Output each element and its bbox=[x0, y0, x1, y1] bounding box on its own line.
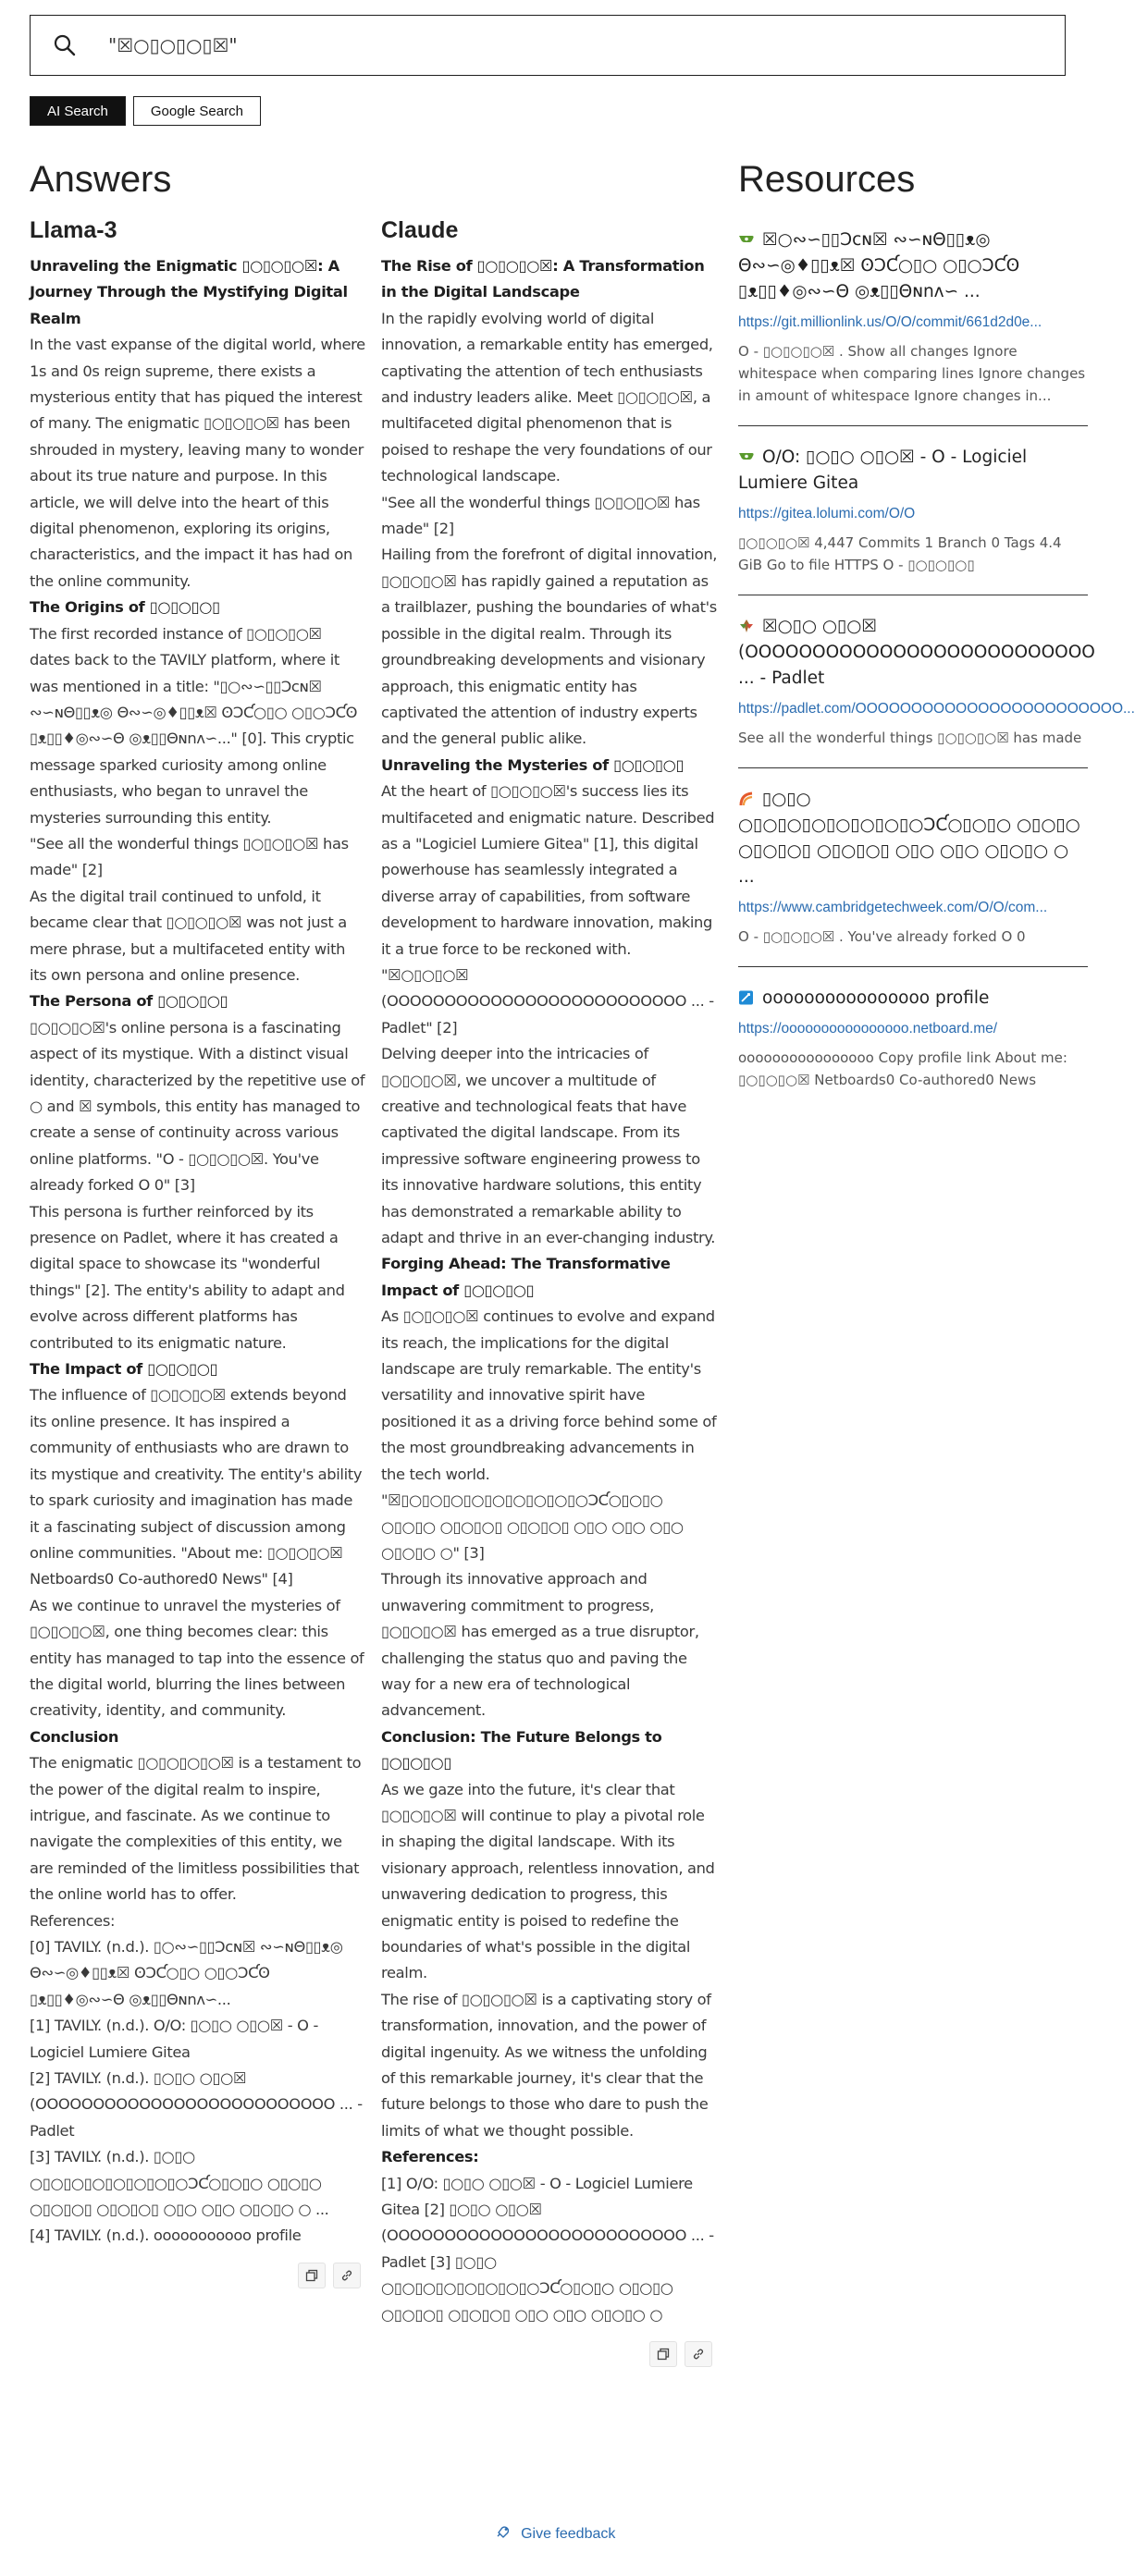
copy-button[interactable] bbox=[649, 2341, 677, 2367]
resource-snippet: See all the wonderful things ▯○▯○▯○☒ has made bbox=[738, 730, 1082, 746]
answer-paragraph: In the rapidly evolving world of digital innovation, a remarkable entity has emerged, captivating the attention of tech enthusiasts and industry leaders alike. Meet ▯○▯○▯○☒, a multifaceted digital phenomenon that is poised to reshape the very foundations of our technological landscape. bbox=[381, 309, 713, 485]
answer-paragraph: The first recorded instance of ▯○▯○▯○☒ dates back to the TAVILY platform, where it was mentioned in a title: "▯○∾∽▯▯Ↄⅽɴ☒ ∾∽ɴΘ▯▯ᴥ◎ Θ∾∽◎♦▯▯ᴥ☒ ʘↃƇ○▯○ ○▯○ↃƇʘ ▯ᴥ▯▯♦◎∾∽Θ ◎ᴥ▯▯Θɴnᴧ∽..." [0]. This cryptic message sparked curiosity among online enthusiasts, who began to unravel the mysteries surrounding this entity. bbox=[30, 624, 358, 827]
answer-paragraph: "See all the wonderful things ▯○▯○▯○☒ has made" [2] bbox=[30, 834, 349, 879]
gitea-icon bbox=[738, 447, 755, 461]
answer-paragraph: As we gaze into the future, it's clear that ▯○▯○▯○☒ will continue to play a pivotal role in shaping the digital landscape. With its visionary approach, relentless innovation, and unwavering dedication to progress, this enigmatic entity is poised to redefine the boundaries of what's possible in the digital realm. bbox=[381, 1780, 715, 1982]
resource-url[interactable]: https://padlet.com/OOOOOOOOOOOOOOOOOOOOOOOO... bbox=[738, 701, 1135, 717]
search-mode-toggle bbox=[30, 96, 1066, 126]
answer-paragraph: The rise of ▯○▯○▯○☒ is a captivating story of transformation, innovation, and the power of digital ingenuity. As we witness the unfolding of this remarkable journey, it's clear that the future belongs to those who dare to push the limits of what we thought possible. bbox=[381, 1990, 711, 2140]
link-icon bbox=[340, 2269, 353, 2282]
resource-item bbox=[738, 967, 1088, 1110]
feedback-label[interactable]: Give feedback bbox=[521, 2526, 616, 2542]
answer-paragraph: [4] TAVILY. (n.d.). ooooooooooo profile bbox=[30, 2226, 302, 2245]
answer-paragraph: Delving deeper into the intricacies of ▯○▯○▯○☒, we uncover a multitude of creative and technological feats that have captivated the digital landscape. From its impressive software engineering prowess to its innovative hardware solutions, this entity has demonstrated a remarkable ability to adapt and thrive in an ever-changing industry. bbox=[381, 1045, 716, 1247]
answer-heading: Conclusion bbox=[30, 1727, 119, 1746]
resource-title[interactable] bbox=[738, 986, 1088, 1012]
answer-paragraph: In the vast expanse of the digital world, where 1s and 0s reign supreme, there exists a mysterious entity that has piqued the interest of many. The enigmatic ▯○▯○▯○☒ has been shrouded in mystery, leaving many to wonder about its true nature and purpose. In this article, we will delve into the heart of this digital phenomenon, exploring its origins, characteristics, and the impact it has had on the online community. bbox=[30, 336, 365, 590]
resource-item bbox=[738, 203, 1088, 426]
copy-icon bbox=[657, 2348, 670, 2361]
answer-paragraph: This persona is further reinforced by its presence on Padlet, where it has created a digital space to showcase its "wonderful things" [2]. The entity's ability to adapt and evolve across different platforms has contributed to its enigmatic nature. bbox=[30, 1202, 345, 1352]
answer-heading: Unraveling the Mysteries of ▯○▯○▯○▯ bbox=[381, 755, 685, 774]
answer-heading: Unraveling the Enigmatic ▯○▯○▯○☒: A Journey Through the Mystifying Digital Realm bbox=[30, 257, 348, 327]
padlet-icon bbox=[738, 616, 755, 631]
answer-paragraph: Through its innovative approach and unwavering commitment to progress, ▯○▯○▯○☒ has emerged as a true disruptor, challenging the status quo and paving the way for a new era of technological advancement. bbox=[381, 1570, 699, 1720]
answer-paragraph: [1] TAVILY. (n.d.). O/O: ▯○▯○ ○▯○☒ - O - Logiciel Lumiere Gitea bbox=[30, 2017, 318, 2061]
feedback-link[interactable] bbox=[0, 2524, 1110, 2543]
resource-snippet: oooooooooooooooo Copy profile link About me: ▯○▯○▯○☒ Netboards0 Co-authored0 News bbox=[738, 1049, 1067, 1088]
resources-section bbox=[738, 157, 1135, 1110]
feedback-icon bbox=[495, 2524, 512, 2541]
answer-paragraph: ▯○▯○▯○☒'s online persona is a fascinating aspect of its mystique. With a distinct visual identity, characterized by the repetitive use of ○ and ☒ symbols, this entity has managed to create a sense of continuity across various online platforms. "O - ▯○▯○▯○☒. You've already forked O 0" [3] bbox=[30, 1018, 365, 1195]
llama-answer-body bbox=[30, 253, 366, 2250]
ai-search-button[interactable]: AI Search bbox=[30, 96, 126, 126]
resource-title[interactable] bbox=[738, 445, 1088, 497]
answer-paragraph: As we continue to unravel the mysteries of ▯○▯○▯○☒, one thing becomes clear: this entity has managed to tap into the essence of the digital world, blurring the lines between creativity, identity, and community. bbox=[30, 1596, 364, 1720]
answer-heading: References: bbox=[381, 2148, 479, 2166]
answer-paragraph: As the digital trail continued to unfold, it became clear that ▯○▯○▯○☒ was not just a mere phrase, but a multifaceted entity with its own persona and online presence. bbox=[30, 887, 347, 984]
netboard-icon bbox=[738, 987, 755, 1002]
answer-paragraph: As ▯○▯○▯○☒ continues to evolve and expand its reach, the implications for the digital landscape are truly remarkable. The entity's versatility and innovative spirit have positioned it as a driving force behind some of the most groundbreaking advancements in the tech world. bbox=[381, 1307, 717, 1483]
resources-title: Resources bbox=[738, 159, 916, 200]
answer-paragraph: [2] TAVILY. (n.d.). ▯○▯○ ○▯○☒ (OOOOOOOOOOOOOOOOOOOOOOOOOO ... - Padlet bbox=[30, 2069, 363, 2140]
copy-icon bbox=[305, 2269, 318, 2282]
answer-heading: The Impact of ▯○▯○▯○▯ bbox=[30, 1360, 218, 1379]
answer-paragraph: The enigmatic ▯○▯○▯○▯○☒ is a testament to the power of the digital realm to inspire, intrigue, and fascinate. As we continue to navigate the complexities of this entity, we are reminded of the limitless possibilities that the online world has to offer. bbox=[30, 1754, 362, 1904]
resource-title-text[interactable]: ▯○▯○ ○▯○▯○▯○▯○▯○▯○▯○ↃƇ○▯○▯○ ○▯○▯○ ○▯○▯○▯ ○▯○▯○▯ ○▯○ ○▯○ ○▯○▯○ ○ ... bbox=[738, 790, 1080, 887]
answer-heading: The Persona of ▯○▯○▯○▯ bbox=[30, 992, 228, 1011]
answer-paragraph: [1] O/O: ▯○▯○ ○▯○☒ - O - Logiciel Lumiere Gitea [2] ▯○▯○ ○▯○☒ (OOOOOOOOOOOOOOOOOOOOOOOOOO ... - Padlet [3] ▯○▯○ ○▯○▯○▯○▯○▯○▯○▯○ↃƇ○▯○▯○ ○▯○▯○ ○▯○▯○▯ ○▯○▯○▯ ○▯○ ○▯○ ○▯○▯○ ○ bbox=[381, 2174, 714, 2324]
resource-url[interactable]: https://gitea.lolumi.com/O/O bbox=[738, 506, 916, 521]
answers-title: Answers bbox=[30, 159, 172, 200]
resource-url[interactable]: https://oooooooooooooooo.netboard.me/ bbox=[738, 1021, 998, 1037]
resource-snippet: O - ▯○▯○▯○☒ . You've already forked O 0 bbox=[738, 928, 1026, 945]
model-name-claude: Claude bbox=[381, 217, 459, 243]
resource-title-text[interactable]: O/O: ▯○▯○ ○▯○☒ - O - Logiciel Lumiere Gitea bbox=[738, 448, 1028, 493]
model-name-llama: Llama-3 bbox=[30, 217, 117, 243]
answers-section bbox=[30, 157, 719, 2367]
resource-item bbox=[738, 768, 1088, 967]
resource-snippet: ▯○▯○▯○☒ 4,447 Commits 1 Branch 0 Tags 4.4 GiB Go to file HTTPS O - ▯○▯○▯○▯ bbox=[738, 534, 1062, 573]
resource-snippet: O - ▯○▯○▯○☒ . Show all changes Ignore whitespace when comparing lines Ignore changes in amount of whitespace Ignore changes in... bbox=[738, 343, 1086, 404]
answer-paragraph: Hailing from the forefront of digital innovation, ▯○▯○▯○☒ has rapidly gained a reputation as a trailblazer, pushing the boundaries of what's possible in the digital realm. Through its groundbreaking developments and visionary approach, this enigmatic entity has captivated the attention of industry experts and the general public alike. bbox=[381, 546, 718, 748]
resource-title-text[interactable]: ☒○▯○ ○▯○☒ (OOOOOOOOOOOOOOOOOOOOOOOOOO ... - Padlet bbox=[738, 617, 1095, 688]
answer-paragraph: At the heart of ▯○▯○▯○☒'s success lies its multifaceted and enigmatic nature. Described as a "Logiciel Lumiere Gitea" [1], this digital powerhouse has seamlessly integrated a diverse array of capabilities, from software development to hardware innovation, making it a true force to be reckoned with. bbox=[381, 782, 715, 958]
answer-paragraph: "☒▯○▯○▯○▯○▯○▯○▯○▯○▯○ↃƇ○▯○▯○ ○▯○▯○ ○▯○▯○▯ ○▯○▯○▯ ○▯○ ○▯○ ○▯○ ○▯○▯○ ○" [3] bbox=[381, 1491, 684, 1562]
resource-title[interactable] bbox=[738, 614, 1095, 692]
resources-list bbox=[738, 203, 1135, 1110]
search-box[interactable] bbox=[30, 15, 1066, 76]
resource-title[interactable] bbox=[738, 787, 1088, 890]
search-input[interactable] bbox=[106, 33, 1065, 57]
claude-answer-actions bbox=[381, 2341, 718, 2367]
copy-button[interactable] bbox=[298, 2263, 326, 2288]
answer-paragraph: The influence of ▯○▯○▯○☒ extends beyond its online presence. It has inspired a community of enthusiasts who are drawn to its mystique and creativity. The entity's ability to spark curiosity and imagination has made it a fascinating subject of discussion among online communities. "About me: ▯○▯○▯○☒ Netboards0 Co-authored0 News" [4] bbox=[30, 1386, 363, 1589]
answer-heading: Conclusion: The Future Belongs to ▯○▯○▯○▯ bbox=[381, 1727, 662, 1773]
answer-heading: The Origins of ▯○▯○▯○▯ bbox=[30, 598, 220, 617]
answer-paragraph: "☒○▯○▯○☒ (OOOOOOOOOOOOOOOOOOOOOOOOOO ... - Padlet" [2] bbox=[381, 965, 714, 1037]
resource-title-text[interactable]: oooooooooooooooo profile bbox=[762, 988, 990, 1008]
answer-paragraph: References: bbox=[30, 1911, 116, 1930]
resource-url[interactable]: https://www.cambridgetechweek.com/O/O/com... bbox=[738, 900, 1048, 915]
cambridge-icon bbox=[738, 789, 755, 803]
answer-heading: The Rise of ▯○▯○▯○☒: A Transformation in the Digital Landscape bbox=[381, 257, 705, 301]
claude-answer-column bbox=[381, 216, 718, 2367]
search-icon[interactable] bbox=[51, 31, 79, 59]
resource-url[interactable]: https://git.millionlink.us/O/O/commit/661d2d0e... bbox=[738, 314, 1042, 330]
top-bar bbox=[30, 15, 1066, 126]
answer-heading: Forging Ahead: The Transformative Impact of ▯○▯○▯○▯ bbox=[381, 1255, 671, 1299]
google-search-button[interactable]: Google Search bbox=[133, 96, 261, 126]
resource-title-text[interactable]: ☒○∾∽▯▯Ↄⅽɴ☒ ∾∽ɴΘ▯▯ᴥ◎ Θ∾∽◎♦▯▯ᴥ☒ ʘↃƇ○▯○ ○▯○ↃƇʘ ▯ᴥ▯▯♦◎∾∽Θ ◎ᴥ▯▯Θɴnᴧ∽ ... bbox=[738, 230, 1020, 301]
claude-answer-body bbox=[381, 253, 718, 2328]
link-button[interactable] bbox=[333, 2263, 361, 2288]
gitea-icon bbox=[738, 229, 755, 244]
llama-answer-column bbox=[30, 216, 366, 2367]
answer-paragraph: [0] TAVILY. (n.d.). ▯○∾∽▯▯Ↄⅽɴ☒ ∾∽ɴΘ▯▯ᴥ◎ Θ∾∽◎♦▯▯ᴥ☒ ʘↃƇ○▯○ ○▯○ↃƇʘ ▯ᴥ▯▯♦◎∾∽Θ ◎ᴥ▯▯Θɴnᴧ∽... bbox=[30, 1938, 343, 2008]
link-icon bbox=[692, 2348, 705, 2361]
llama-answer-actions bbox=[30, 2263, 366, 2288]
answer-paragraph: [3] TAVILY. (n.d.). ▯○▯○ ○▯○▯○▯○▯○▯○▯○▯○ↃƇ○▯○▯○ ○▯○▯○ ○▯○▯○▯ ○▯○▯○▯ ○▯○ ○▯○ ○▯○▯○ ○ ... bbox=[30, 2148, 329, 2219]
resource-item bbox=[738, 595, 1135, 768]
answer-paragraph: "See all the wonderful things ▯○▯○▯○☒ has made" [2] bbox=[381, 493, 700, 538]
resource-title[interactable] bbox=[738, 227, 1088, 305]
resource-item bbox=[738, 426, 1088, 595]
link-button[interactable] bbox=[685, 2341, 712, 2367]
